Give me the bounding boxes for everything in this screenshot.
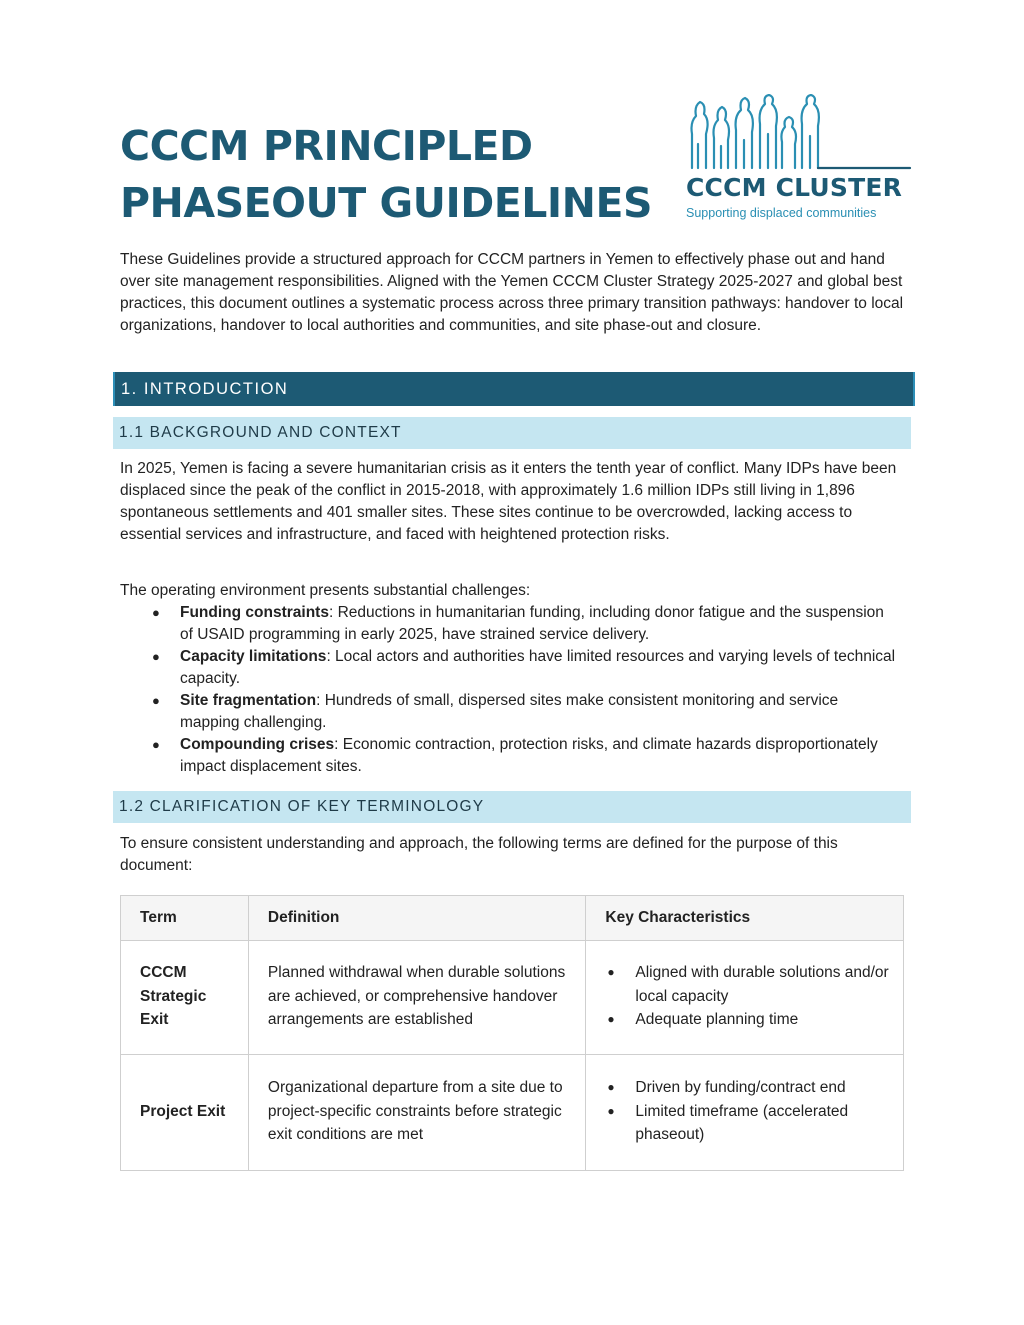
characteristics-cell [586,1055,904,1171]
characteristic-text: Limited timeframe (accelerated phaseout) [635,1102,849,1144]
document-title: CCCM PRINCIPLED PHASEOUT GUIDELINES [120,122,652,227]
challenge-label: Funding constraints [180,604,329,621]
subsection-heading-background: 1.1 BACKGROUND AND CONTEXT [113,417,911,449]
cccm-cluster-logo [684,94,916,226]
bullet-icon: ● [607,1080,615,1095]
bullet-icon: ● [152,605,160,620]
list-item [120,734,900,778]
characteristic-text: Adequate planning time [635,1011,799,1029]
challenge-text: : Hundreds of small, dispersed sites make consistent monitoring and service mapping challenging. [180,692,839,731]
table-header-row [121,896,904,941]
bullet-icon: ● [607,1103,615,1118]
table-row [121,941,904,1055]
term-cell: CCCM Strategic Exit [121,941,249,1055]
definition-cell: Planned withdrawal when durable solutions are achieved, or comprehensive handover arrangements are established [248,941,585,1055]
bullet-icon: ● [152,649,160,664]
bullet-icon: ● [607,965,615,980]
list-item [605,1100,889,1147]
characteristics-list [605,961,889,1032]
section-heading-introduction: 1. INTRODUCTION [113,372,915,406]
list-item [605,961,889,1008]
characteristics-cell [586,941,904,1055]
people-silhouettes-icon [684,94,916,178]
bullet-icon: ● [607,1012,615,1027]
challenges-intro: The operating environment presents substantial challenges: [120,582,531,599]
challenge-text: : Local actors and authorities have limited resources and varying levels of technical capacity. [180,648,896,687]
challenge-label: Site fragmentation [180,692,317,709]
list-item [120,602,900,646]
list-item [605,1008,889,1032]
logo-name: CCCM CLUSTER [686,173,903,202]
terminology-paragraph: To ensure consistent understanding and approach, the following terms are defined for the purpose of this document: [120,835,838,874]
table-row [121,1055,904,1171]
intro-paragraph: These Guidelines provide a structured approach for CCCM partners in Yemen to effectively phase out and hand over site management responsibilities. Aligned with the Yemen CCCM Cluster Strategy 2025-2027 and global best practices, this document outlines a systematic process across three primary transition pathways: handover to local organizations, handover to local authorities and communities, and site phase-out and closure. [120,251,904,334]
list-item [120,690,900,734]
column-header-term: Term [121,896,249,941]
term-cell: Project Exit [121,1055,249,1171]
characteristic-text: Driven by funding/contract end [635,1079,846,1097]
challenge-label: Capacity limitations [180,648,327,665]
column-header-definition: Definition [248,896,585,941]
definition-cell: Organizational departure from a site due to project-specific constraints before strategic exit conditions are met [248,1055,585,1171]
challenge-label: Compounding crises [180,736,335,753]
challenge-text: : Economic contraction, protection risks, and climate hazards disproportionately impact displacement sites. [180,736,878,775]
list-item [120,646,900,690]
characteristics-list [605,1076,889,1147]
bullet-icon: ● [152,737,160,752]
subsection-heading-terminology: 1.2 CLARIFICATION OF KEY TERMINOLOGY [113,791,911,823]
bullet-icon: ● [152,693,160,708]
column-header-characteristics: Key Characteristics [586,896,904,941]
logo-tagline: Supporting displaced communities [686,206,877,220]
characteristic-text: Aligned with durable solutions and/or local capacity [635,964,889,1005]
challenge-text: : Reductions in humanitarian funding, including donor fatigue and the suspension of USAID programming in early 2025, have strained service delivery. [180,604,884,643]
background-paragraph: In 2025, Yemen is facing a severe humanitarian crisis as it enters the tenth year of conflict. Many IDPs have been displaced since the peak of the conflict in 2015-2018, with approximately 1.6 million IDPs still living in 1,896 spontaneous settlements and 401 smaller sites. These sites continue to be overcrowded, lacking access to essential services and infrastructure, and faced with heightened protection risks. [120,460,897,543]
terminology-table [120,895,904,1171]
challenges-list [120,602,900,778]
list-item [605,1076,889,1100]
